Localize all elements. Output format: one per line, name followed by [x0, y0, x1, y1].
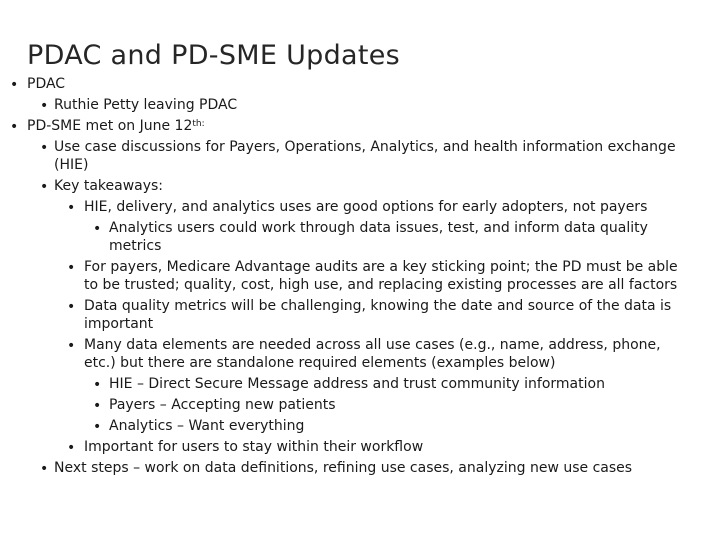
bullet-glyph: •	[67, 299, 76, 315]
bullet-glyph: •	[40, 179, 49, 195]
bullet-glyph: •	[93, 377, 102, 393]
bullet-glyph: •	[93, 221, 102, 237]
bullet-glyph: •	[67, 338, 76, 354]
bullet-text	[54, 459, 684, 477]
slide-title: PDAC and PD-SME Updates	[27, 40, 401, 71]
text-run: Payers – Accepting new patients	[109, 397, 336, 413]
text-run: PD-SME met on June 12	[27, 118, 193, 134]
text-run: HIE – Direct Secure Message address and trust community information	[109, 376, 605, 392]
bullet-text	[54, 138, 684, 174]
bullet-item-level-4	[0, 396, 720, 414]
bullet-glyph: •	[40, 98, 49, 114]
text-run: For payers, Medicare Advantage audits are a key sticking point; the PD must be able to be trusted; quality, cost, high use, and replacing existing processes are all factors	[84, 259, 678, 293]
bullet-item-level-3	[0, 336, 720, 372]
bullet-glyph: •	[10, 77, 19, 93]
bullet-text	[54, 96, 684, 114]
bullet-text	[84, 438, 689, 456]
text-run: PDAC	[27, 76, 66, 92]
text-run: Data quality metrics will be challenging, knowing the date and source of the data is important	[84, 298, 672, 332]
bullet-text	[27, 117, 687, 135]
bullet-list	[0, 75, 720, 477]
bullet-glyph: •	[40, 461, 49, 477]
bullet-glyph: •	[93, 419, 102, 435]
text-run: Many data elements are needed across all use cases (e.g., name, address, phone, etc.) but there are standalone required elements (examples below)	[84, 337, 661, 371]
bullet-item-level-3	[0, 438, 720, 456]
bullet-item-level-4	[0, 219, 720, 255]
bullet-text	[84, 198, 689, 216]
text-run: Important for users to stay within their workflow	[84, 439, 424, 455]
text-run: Ruthie Petty leaving PDAC	[54, 97, 238, 113]
bullet-text	[54, 177, 684, 195]
bullet-item-level-1	[0, 117, 720, 135]
bullet-glyph: •	[67, 440, 76, 456]
bullet-glyph: •	[93, 398, 102, 414]
superscript-text: th:	[192, 119, 205, 129]
bullet-item-level-4	[0, 417, 720, 435]
bullet-text	[27, 75, 687, 93]
bullet-text	[109, 396, 684, 414]
bullet-item-level-2	[0, 177, 720, 195]
text-run: Analytics – Want everything	[109, 418, 305, 434]
bullet-item-level-3	[0, 297, 720, 333]
bullet-item-level-2	[0, 96, 720, 114]
bullet-text	[84, 258, 689, 294]
bullet-item-level-2	[0, 138, 720, 174]
bullet-item-level-2	[0, 459, 720, 477]
bullet-text	[109, 375, 684, 393]
text-run: Key takeaways:	[54, 178, 164, 194]
bullet-item-level-4	[0, 375, 720, 393]
bullet-glyph: •	[67, 260, 76, 276]
text-run: Next steps – work on data definitions, refining use cases, analyzing new use cases	[54, 460, 633, 476]
text-run: HIE, delivery, and analytics uses are good options for early adopters, not payers	[84, 199, 648, 215]
bullet-item-level-3	[0, 198, 720, 216]
bullet-glyph: •	[10, 119, 19, 135]
bullet-glyph: •	[40, 140, 49, 156]
text-run: Use case discussions for Payers, Operations, Analytics, and health information exchange (HIE)	[54, 139, 676, 173]
bullet-text	[109, 219, 684, 255]
text-run: Analytics users could work through data issues, test, and inform data quality metrics	[109, 220, 648, 254]
bullet-text	[109, 417, 684, 435]
bullet-text	[84, 336, 689, 372]
bullet-item-level-1	[0, 75, 720, 93]
bullet-item-level-3	[0, 258, 720, 294]
bullet-text	[84, 297, 689, 333]
bullet-glyph: •	[67, 200, 76, 216]
